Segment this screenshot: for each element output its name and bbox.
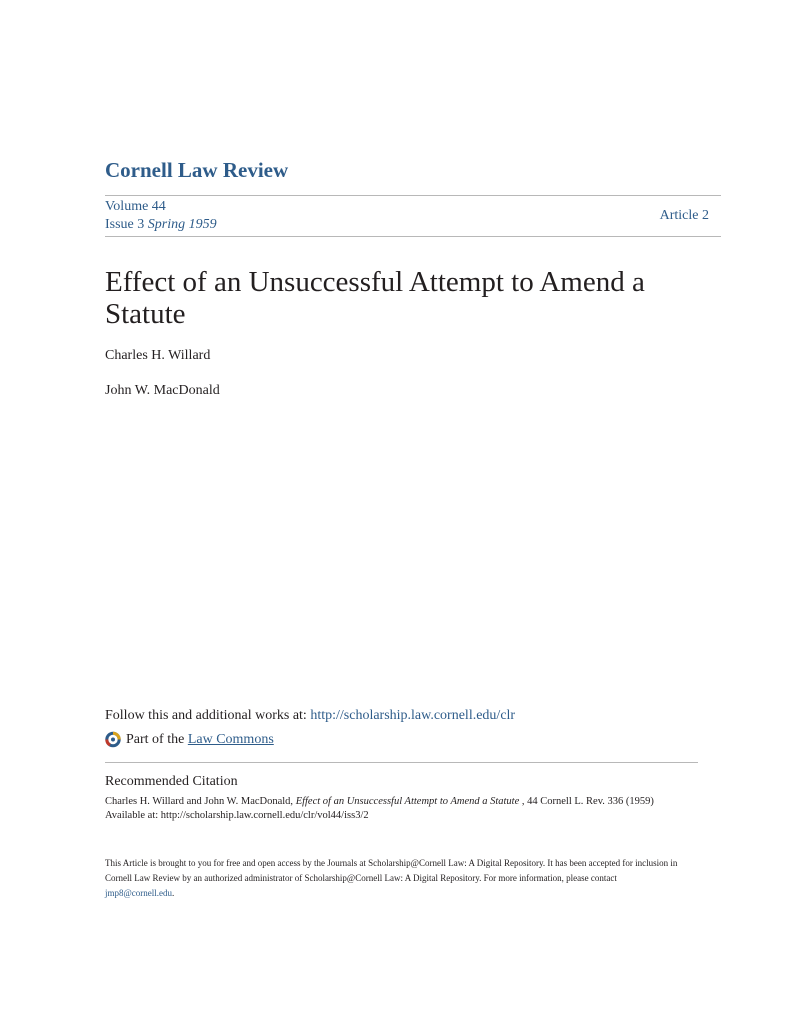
citation-title: Effect of an Unsuccessful Attempt to Amend a Statute (295, 796, 520, 807)
issue-label: Issue 3 (105, 217, 145, 232)
volume-link[interactable]: Volume 44 (105, 199, 166, 214)
article-title: Effect of an Unsuccessful Attempt to Amend a Statute (105, 266, 645, 330)
citation-rule (105, 762, 698, 763)
footer-notice (105, 856, 685, 901)
author-name: Charles H. Willard (105, 348, 211, 363)
part-prefix: Part of the (126, 731, 185, 747)
citation-authors: Charles H. Willard and John W. MacDonald, (105, 796, 296, 807)
commons-icon (105, 731, 123, 748)
journal-title[interactable]: Cornell Law Review (105, 158, 289, 182)
citation-text (105, 795, 705, 823)
footer-text: This Article is brought to you for free and open access by the Journals at Scholarship@Cornell Law: A Digital Repository. It has been accepted for inclusion in Cornell Law Review by an authorized administrator of Scholarship@Cornell Law: A Digital Repository. For more information, please contact (105, 858, 678, 883)
issue-link[interactable] (105, 217, 217, 233)
follow-line (105, 708, 515, 724)
issue-season: Spring 1959 (147, 217, 217, 232)
law-commons-link[interactable]: Law Commons (187, 731, 274, 747)
contact-email-link[interactable]: jmp8@cornell.edu (105, 888, 173, 898)
header-top-rule (105, 195, 721, 196)
footer-suffix: . (172, 888, 175, 898)
citation-source: , 44 Cornell L. Rev. 336 (1959) (519, 796, 654, 807)
repository-link[interactable]: http://scholarship.law.cornell.edu/clr (310, 708, 516, 723)
header-bottom-rule (105, 236, 721, 237)
author-name: John W. MacDonald (105, 383, 220, 398)
citation-available: Available at: http://scholarship.law.cornell.edu/clr/vol44/iss3/2 (105, 810, 369, 821)
part-of-line (105, 731, 274, 748)
recommended-citation-heading: Recommended Citation (105, 774, 238, 789)
article-number-link[interactable]: Article 2 (659, 208, 709, 223)
follow-prefix: Follow this and additional works at: (105, 708, 311, 723)
